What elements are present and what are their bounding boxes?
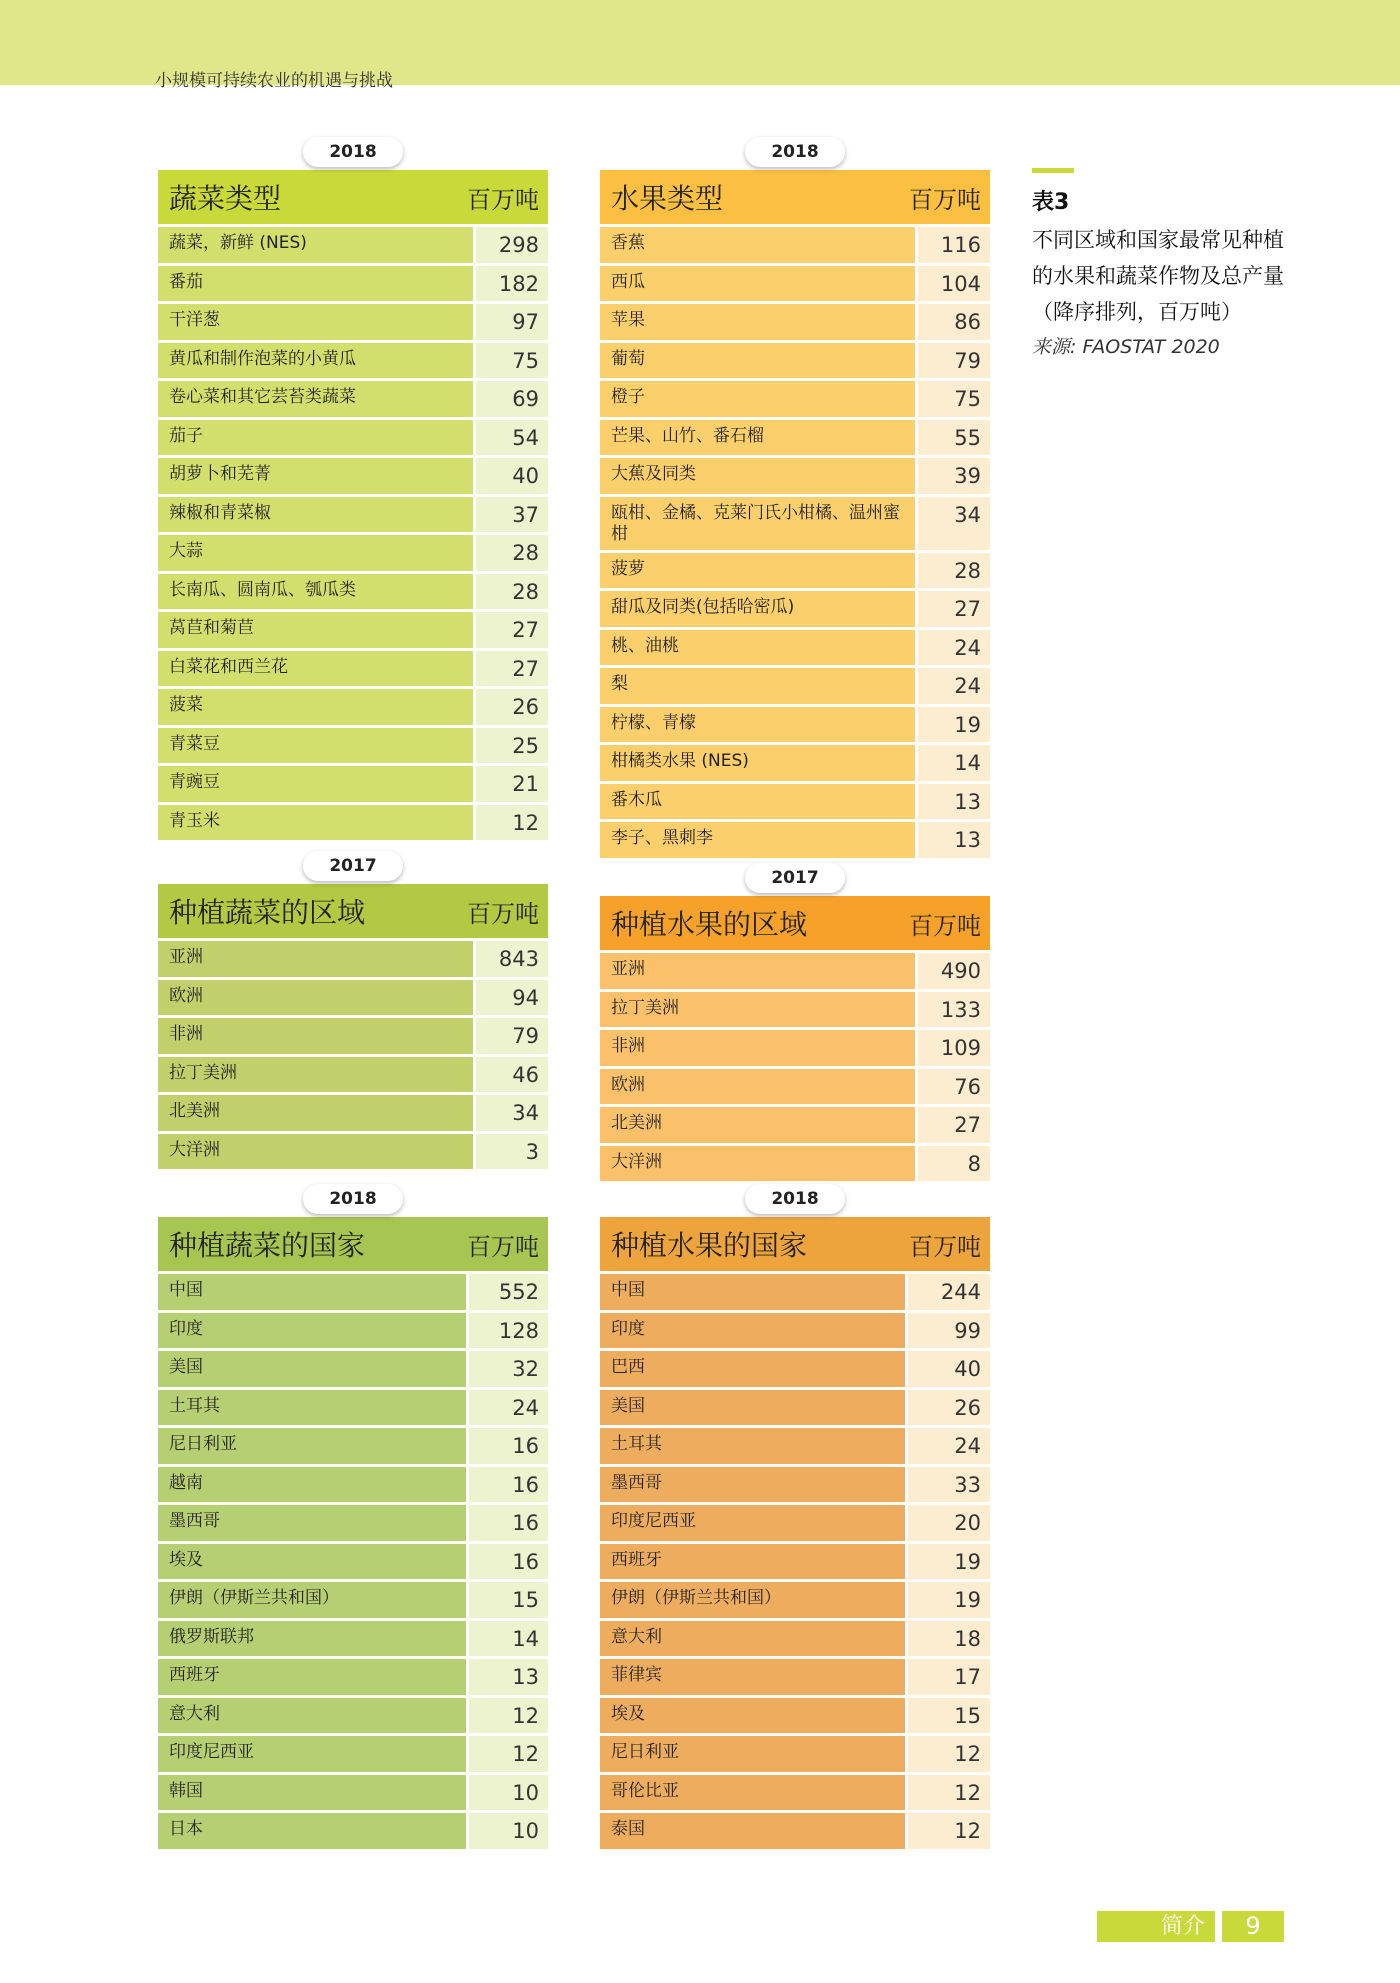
row-value: 99 [908, 1313, 990, 1349]
row-name: 意大利 [158, 1698, 466, 1734]
row-value: 76 [918, 1069, 990, 1105]
row-value: 12 [469, 1698, 548, 1734]
row-name: 伊朗（伊斯兰共和国） [600, 1582, 905, 1618]
row-name: 欧洲 [600, 1069, 915, 1105]
row-value: 13 [918, 822, 990, 858]
table-row [158, 805, 548, 841]
row-value: 55 [918, 420, 990, 456]
table-title: 种植蔬菜的区域 [169, 896, 366, 929]
row-name: 瓯柑、金橘、克莱门氏小柑橘、温州蜜柑 [600, 497, 915, 550]
caption-title: 表3 [1032, 190, 1070, 215]
running-header-title: 小规模可持续农业的机遇与挑战 [155, 71, 393, 91]
row-value: 40 [476, 458, 548, 494]
table-row [158, 227, 548, 263]
row-value: 25 [476, 728, 548, 764]
table-row [158, 980, 548, 1016]
row-name: 大洋洲 [600, 1146, 915, 1182]
row-name: 土耳其 [158, 1390, 466, 1426]
table-title: 水果类型 [611, 182, 724, 215]
table-row [158, 1134, 548, 1170]
table-row [158, 1467, 548, 1503]
row-value: 15 [908, 1698, 990, 1734]
row-name: 意大利 [600, 1621, 905, 1657]
table-row [600, 1428, 990, 1464]
row-value: 37 [476, 497, 548, 533]
row-value: 128 [469, 1313, 548, 1349]
table-body [158, 941, 548, 1169]
table-row [600, 745, 990, 781]
table-row [158, 458, 548, 494]
row-value: 28 [476, 535, 548, 571]
row-value: 10 [469, 1775, 548, 1811]
table-vegetable-types [158, 142, 548, 840]
table-header [158, 884, 548, 938]
table-row [158, 497, 548, 533]
row-value: 27 [476, 612, 548, 648]
table-row [600, 1274, 990, 1310]
table-row [158, 1813, 548, 1849]
row-name: 柠檬、青檬 [600, 707, 915, 743]
row-name: 亚洲 [600, 953, 915, 989]
table-row [600, 553, 990, 589]
row-name: 李子、黑刺李 [600, 822, 915, 858]
row-name: 尼日利亚 [158, 1428, 466, 1464]
table-row [158, 304, 548, 340]
table-row [600, 630, 990, 666]
year-badge: 2017 [303, 851, 403, 881]
table-row [600, 1582, 990, 1618]
table-row [158, 1428, 548, 1464]
table-row [158, 728, 548, 764]
table-row [158, 612, 548, 648]
unit-label: 百万吨 [467, 1232, 539, 1261]
row-value: 843 [476, 941, 548, 977]
row-name: 越南 [158, 1467, 466, 1503]
row-value: 28 [476, 574, 548, 610]
row-value: 552 [469, 1274, 548, 1310]
row-name: 非洲 [158, 1018, 473, 1054]
table-row [600, 591, 990, 627]
table-row [158, 689, 548, 725]
row-value: 40 [908, 1351, 990, 1387]
row-value: 86 [918, 304, 990, 340]
row-value: 10 [469, 1813, 548, 1849]
row-name: 大洋洲 [158, 1134, 473, 1170]
row-value: 39 [918, 458, 990, 494]
row-value: 97 [476, 304, 548, 340]
table-row [600, 1621, 990, 1657]
row-name: 西班牙 [600, 1544, 905, 1580]
row-name: 日本 [158, 1813, 466, 1849]
row-value: 75 [476, 343, 548, 379]
row-value: 19 [908, 1544, 990, 1580]
row-value: 13 [469, 1659, 548, 1695]
row-name: 菠萝 [600, 553, 915, 589]
row-value: 79 [476, 1018, 548, 1054]
table-row [600, 992, 990, 1028]
row-value: 75 [918, 381, 990, 417]
table-body [600, 1274, 990, 1849]
row-name: 印度尼西亚 [600, 1505, 905, 1541]
row-name: 桃、油桃 [600, 630, 915, 666]
row-name: 西班牙 [158, 1659, 466, 1695]
table-row [600, 343, 990, 379]
table-row [600, 1146, 990, 1182]
table-row [600, 1813, 990, 1849]
table-row [600, 304, 990, 340]
row-value: 12 [908, 1813, 990, 1849]
table-row [158, 574, 548, 610]
caption-source: 来源: FAOSTAT 2020 [1032, 336, 1220, 358]
table-fruit-types [600, 142, 990, 858]
table-row [158, 343, 548, 379]
table-row [600, 420, 990, 456]
year-badge: 2017 [745, 863, 845, 893]
row-name: 墨西哥 [600, 1467, 905, 1503]
row-value: 15 [469, 1582, 548, 1618]
table-body [600, 227, 990, 858]
table-caption [1032, 168, 1302, 359]
table-vegetable-countries [158, 1189, 548, 1849]
row-name: 中国 [600, 1274, 905, 1310]
row-value: 79 [918, 343, 990, 379]
row-name: 哥伦比亚 [600, 1775, 905, 1811]
row-value: 46 [476, 1057, 548, 1093]
row-name: 青豌豆 [158, 766, 473, 802]
row-name: 卷心菜和其它芸苔类蔬菜 [158, 381, 473, 417]
table-row [158, 420, 548, 456]
table-row [600, 1351, 990, 1387]
table-row [600, 707, 990, 743]
table-row [158, 1351, 548, 1387]
row-name: 中国 [158, 1274, 466, 1310]
table-row [158, 1057, 548, 1093]
caption-accent-bar [1032, 168, 1074, 173]
row-value: 16 [469, 1428, 548, 1464]
row-name: 胡萝卜和芜菁 [158, 458, 473, 494]
unit-label: 百万吨 [467, 185, 539, 214]
row-name: 伊朗（伊斯兰共和国） [158, 1582, 466, 1618]
row-value: 54 [476, 420, 548, 456]
table-fruit-countries [600, 1189, 990, 1849]
row-name: 欧洲 [158, 980, 473, 1016]
table-row [158, 1390, 548, 1426]
row-name: 非洲 [600, 1030, 915, 1066]
row-value: 12 [476, 805, 548, 841]
table-row [600, 381, 990, 417]
row-name: 大蒜 [158, 535, 473, 571]
row-value: 14 [918, 745, 990, 781]
table-fruit-regions [600, 868, 990, 1181]
row-value: 28 [918, 553, 990, 589]
table-header [158, 170, 548, 224]
row-name: 墨西哥 [158, 1505, 466, 1541]
table-body [600, 953, 990, 1181]
row-name: 番茄 [158, 266, 473, 302]
row-value: 490 [918, 953, 990, 989]
row-value: 24 [908, 1428, 990, 1464]
table-header [600, 1217, 990, 1271]
row-name: 梨 [600, 668, 915, 704]
row-name: 拉丁美洲 [600, 992, 915, 1028]
table-row [600, 1069, 990, 1105]
row-value: 27 [918, 591, 990, 627]
row-name: 辣椒和青菜椒 [158, 497, 473, 533]
table-row [158, 766, 548, 802]
row-value: 104 [918, 266, 990, 302]
row-name: 柑橘类水果 (NES) [600, 745, 915, 781]
row-value: 12 [908, 1736, 990, 1772]
table-row [600, 668, 990, 704]
table-row [158, 1095, 548, 1131]
row-name: 青玉米 [158, 805, 473, 841]
row-value: 33 [908, 1467, 990, 1503]
row-name: 埃及 [158, 1544, 466, 1580]
table-header [158, 1217, 548, 1271]
row-name: 美国 [158, 1351, 466, 1387]
row-name: 泰国 [600, 1813, 905, 1849]
table-row [600, 1698, 990, 1734]
row-value: 14 [469, 1621, 548, 1657]
row-value: 27 [476, 651, 548, 687]
row-name: 菲律宾 [600, 1659, 905, 1695]
table-row [600, 822, 990, 858]
row-name: 长南瓜、圆南瓜、瓠瓜类 [158, 574, 473, 610]
row-name: 茄子 [158, 420, 473, 456]
table-row [158, 1621, 548, 1657]
row-value: 133 [918, 992, 990, 1028]
row-value: 3 [476, 1134, 548, 1170]
year-badge: 2018 [745, 137, 845, 167]
row-value: 24 [469, 1390, 548, 1426]
table-row [600, 1467, 990, 1503]
year-badge: 2018 [745, 1184, 845, 1214]
table-row [158, 1018, 548, 1054]
row-name: 土耳其 [600, 1428, 905, 1464]
row-value: 26 [908, 1390, 990, 1426]
row-name: 印度 [600, 1313, 905, 1349]
table-row [158, 381, 548, 417]
table-header [600, 896, 990, 950]
row-value: 16 [469, 1544, 548, 1580]
row-value: 19 [918, 707, 990, 743]
row-name: 印度尼西亚 [158, 1736, 466, 1772]
unit-label: 百万吨 [909, 1232, 981, 1261]
row-name: 青菜豆 [158, 728, 473, 764]
table-title: 种植水果的国家 [611, 1229, 808, 1262]
footer-section-label: 简介 [1097, 1911, 1215, 1942]
row-name: 黄瓜和制作泡菜的小黄瓜 [158, 343, 473, 379]
row-value: 21 [476, 766, 548, 802]
row-value: 16 [469, 1467, 548, 1503]
row-value: 18 [908, 1621, 990, 1657]
row-name: 西瓜 [600, 266, 915, 302]
row-value: 19 [908, 1582, 990, 1618]
table-row [600, 266, 990, 302]
table-row [158, 1274, 548, 1310]
table-body [158, 227, 548, 840]
row-name: 苹果 [600, 304, 915, 340]
row-name: 蔬菜，新鲜 (NES) [158, 227, 473, 263]
table-title: 种植水果的区域 [611, 908, 808, 941]
row-name: 埃及 [600, 1698, 905, 1734]
table-row [158, 535, 548, 571]
table-row [158, 1582, 548, 1618]
row-name: 韩国 [158, 1775, 466, 1811]
row-value: 17 [908, 1659, 990, 1695]
table-row [600, 1313, 990, 1349]
table-row [600, 784, 990, 820]
row-value: 69 [476, 381, 548, 417]
table-row [158, 1313, 548, 1349]
row-value: 244 [908, 1274, 990, 1310]
row-name: 大蕉及同类 [600, 458, 915, 494]
table-row [600, 1775, 990, 1811]
row-value: 32 [469, 1351, 548, 1387]
table-vegetable-regions [158, 856, 548, 1169]
row-name: 菠菜 [158, 689, 473, 725]
table-row [600, 1659, 990, 1695]
table-row [158, 1736, 548, 1772]
row-name: 北美洲 [600, 1107, 915, 1143]
row-name: 印度 [158, 1313, 466, 1349]
row-name: 巴西 [600, 1351, 905, 1387]
row-name: 北美洲 [158, 1095, 473, 1131]
row-value: 116 [918, 227, 990, 263]
row-value: 8 [918, 1146, 990, 1182]
table-row [600, 1030, 990, 1066]
year-badge: 2018 [303, 137, 403, 167]
row-name: 芒果、山竹、番石榴 [600, 420, 915, 456]
table-row [158, 1544, 548, 1580]
table-row [600, 497, 990, 550]
table-row [600, 1107, 990, 1143]
table-row [158, 651, 548, 687]
table-row [600, 1736, 990, 1772]
table-body [158, 1274, 548, 1849]
table-title: 蔬菜类型 [169, 182, 282, 215]
unit-label: 百万吨 [467, 899, 539, 928]
unit-label: 百万吨 [909, 911, 981, 940]
row-name: 橙子 [600, 381, 915, 417]
table-row [600, 953, 990, 989]
table-row [600, 1390, 990, 1426]
row-name: 拉丁美洲 [158, 1057, 473, 1093]
row-value: 27 [918, 1107, 990, 1143]
row-name: 香蕉 [600, 227, 915, 263]
table-row [158, 1775, 548, 1811]
footer-page-number: 9 [1222, 1911, 1284, 1942]
row-name: 美国 [600, 1390, 905, 1426]
year-badge: 2018 [303, 1184, 403, 1214]
row-value: 109 [918, 1030, 990, 1066]
table-row [158, 1659, 548, 1695]
table-row [600, 458, 990, 494]
row-name: 尼日利亚 [600, 1736, 905, 1772]
table-row [158, 1505, 548, 1541]
row-name: 干洋葱 [158, 304, 473, 340]
row-value: 20 [908, 1505, 990, 1541]
row-name: 甜瓜及同类(包括哈密瓜) [600, 591, 915, 627]
table-title: 种植蔬菜的国家 [169, 1229, 366, 1262]
row-value: 24 [918, 668, 990, 704]
table-row [158, 1698, 548, 1734]
row-name: 白菜花和西兰花 [158, 651, 473, 687]
table-header [600, 170, 990, 224]
table-row [600, 1505, 990, 1541]
unit-label: 百万吨 [909, 185, 981, 214]
row-value: 182 [476, 266, 548, 302]
table-row [600, 227, 990, 263]
row-name: 亚洲 [158, 941, 473, 977]
row-name: 俄罗斯联邦 [158, 1621, 466, 1657]
row-name: 番木瓜 [600, 784, 915, 820]
row-value: 34 [476, 1095, 548, 1131]
row-value: 12 [908, 1775, 990, 1811]
table-row [158, 266, 548, 302]
row-value: 26 [476, 689, 548, 725]
row-name: 莴苣和菊苣 [158, 612, 473, 648]
row-value: 34 [918, 497, 990, 550]
caption-description: 不同区域和国家最常见种植的水果和蔬菜作物及总产量（降序排列，百万吨） [1032, 228, 1284, 324]
row-value: 13 [918, 784, 990, 820]
row-value: 16 [469, 1505, 548, 1541]
row-value: 94 [476, 980, 548, 1016]
row-value: 24 [918, 630, 990, 666]
row-value: 298 [476, 227, 548, 263]
table-row [600, 1544, 990, 1580]
table-row [158, 941, 548, 977]
row-name: 葡萄 [600, 343, 915, 379]
row-value: 12 [469, 1736, 548, 1772]
